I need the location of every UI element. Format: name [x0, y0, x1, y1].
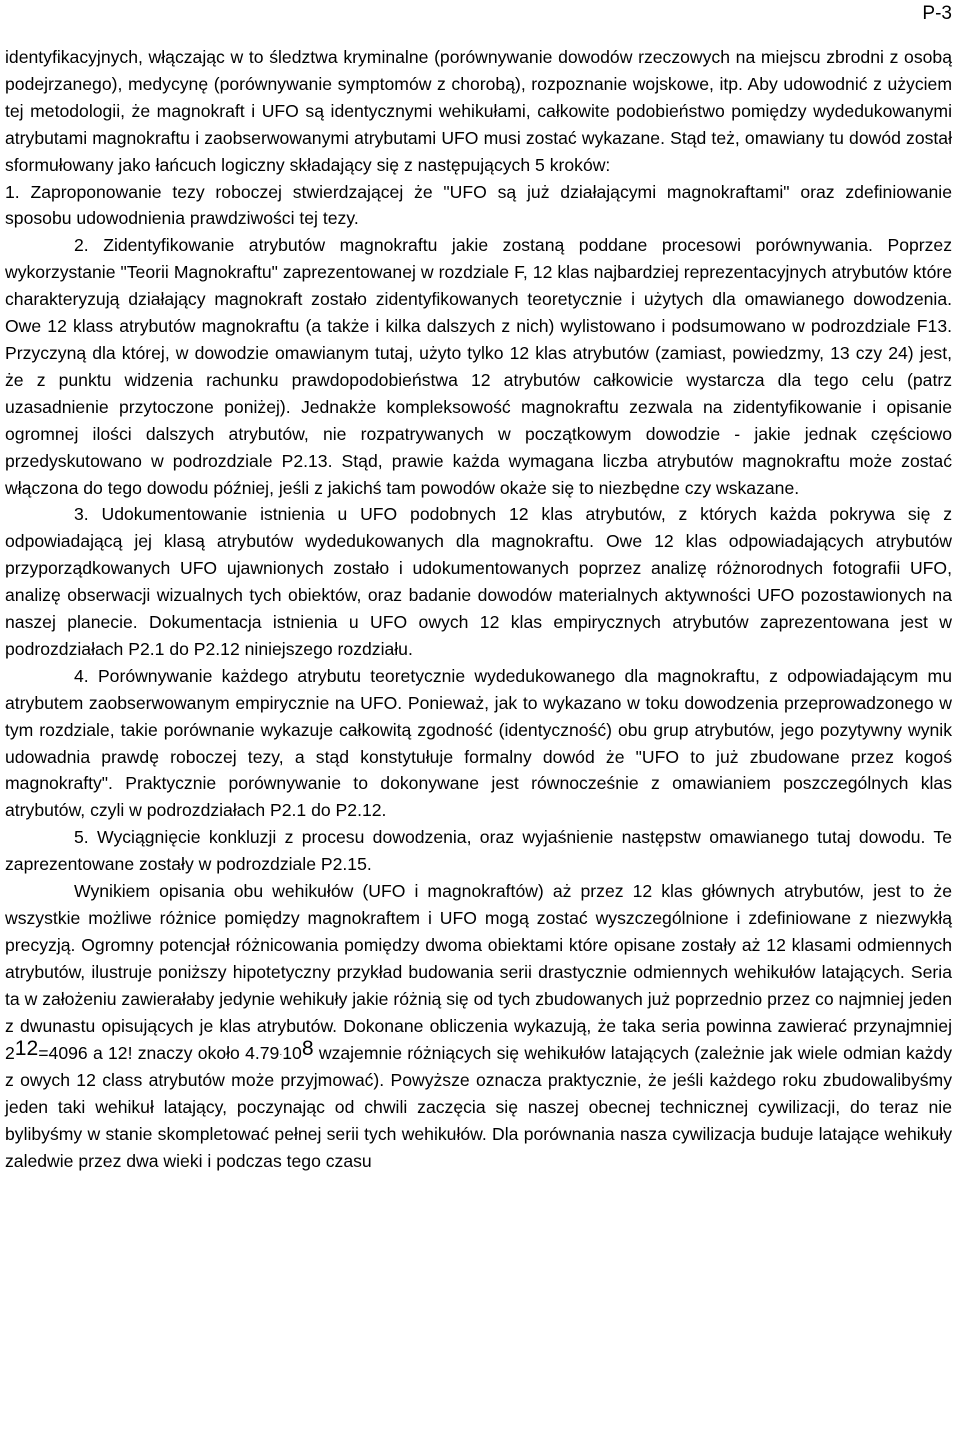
closing-text-1: Wynikiem opisania obu wehikułów (UFO i magnokraftów) aż przez 12 klas głównych atrybutów, jest to że wszystkie możliwe różnice pomiędzy magnokraftem i UFO mogą zostać wyszczególnione i zdefiniowane z niezwykłą precyzją. Ogromny potencjał różnicowania pomiędzy dwoma obiektami które opisane zostały aż 12 klasami odmiennych atrybutów, ilustruje poniższy hipotetyczny przykład budowania serii drastycznie odmiennych wehikułów latających. Seria ta w założeniu zawierałaby jedynie wehikuły jakie różnią się od tych zbudowanych już poprzednio przez co najmniej jeden z dwunastu opisujących je klas atrybutów. Dokonane obliczenia wykazują, że taka seria powinna zawierać przynajmniej 2 [5, 881, 952, 1063]
paragraph-closing [5, 878, 952, 1175]
exponent-12: 12 [14, 1037, 39, 1061]
paragraph-step-1: 1. Zaproponowanie tezy roboczej stwierdzającej że "UFO są już działającymi magnokraftami" oraz zdefiniowanie sposobu udowodnienia prawdziwości tej tezy. [5, 181, 952, 229]
closing-text-2: =4096 a 12! znaczy około 4.79 [38, 1042, 280, 1063]
paragraph-step-5: 5. Wyciągnięcie konkluzji z procesu dowodzenia, oraz wyjaśnienie następstw omawianego tutaj dowodu. Te zaprezentowane zostały w podrozdziale P2.15. [5, 827, 952, 875]
exponent-8: 8 [301, 1037, 314, 1061]
document-body [5, 44, 952, 1175]
page-number: P-3 [922, 3, 952, 24]
closing-text-4: wzajemnie różniących się wehikułów latających (zależnie jak wiele odmian każdy z owych 12 class atrybutów może przyjmować). Powyższe oznacza praktycznie, że jeśli każdego roku zbudowalibyśmy jeden taki wehikuł latający, poczynając od chwili zaczęcia się naszej obecnej technicznej cywilizacji, do teraz nie bylibyśmy w stanie skompletować pełnej serii tych wehikułów. Dla porównania nasza cywilizacja buduje latające wehikuły zaledwie przez dwa wieki i podczas tego czasu [5, 1042, 952, 1172]
paragraph-step-2: 2. Zidentyfikowanie atrybutów magnokraftu jakie zostaną poddane procesowi porównywania. Poprzez wykorzystanie "Teorii Magnokraftu" zaprezentowanej w rozdziale F, 12 klas najbardziej reprezentacyjnych atrybutów które charakteryzują działający magnokraft zostało zidentyfikowanych teoretycznie i użytych dla omawianego dowodzenia. Owe 12 klass atrybutów magnokraftu (a także i kilka dalszych z nich) wylistowano i podsumowano w podrozdziale F13. Przyczyną dla której, w dowodzie omawianym tutaj, użyto tylko 12 klas atrybutów (zamiast, powiedzmy, 13 czy 24) jest, że z punktu widzenia rachunku prawdopodobieństwa 12 atrybutów całkowicie wystarcza dla tego celu (patrz uzasadnienie przytoczone poniżej). Jednakże kompleksowość magnokraftu zezwala na zidentyfikowanie i opisanie ogromnej ilości dalszych atrybutów, nie rozpatrywanych w początkowym dowodzie - jakie jednak częściowo przedyskutowano w podrozdziale P2.13. Stąd, prawie każda wymagana liczba atrybutów magnokraftu może zostać włączona do tego dowodu później, jeśli z jakichś tam powodów okaże się to niezbędne czy wskazane. [5, 235, 952, 498]
multiplication-dot: · [279, 1048, 283, 1059]
paragraph-intro: identyfikacyjnych, włączając w to śledztwa kryminalne (porównywanie dowodów rzeczowych na miejscu zbrodni z osobą podejrzanego), medycynę (porównywanie symptomów z chorobą), rozpoznanie wojskowe, itp. Aby udowodnić z użyciem tej metodologii, że magnokraft i UFO są identycznymi wehikułami, całkowite podobieństwo pomiędzy wydedukowanymi atrybutami magnokraftu i zaobserwowanymi atrybutami UFO musi zostać wykazane. Stąd też, omawiany tu dowód został sformułowany jako łańcuch logiczny składający się z następujących 5 kroków: [5, 47, 952, 175]
paragraph-step-4: 4. Porównywanie każdego atrybutu teoretycznie wydedukowanego dla magnokraftu, z odpowiadającym mu atrybutem zaobserwowanym empirycznie na UFO. Ponieważ, jak to wykazano w toku dowodzenia przeprowadzonego w tym rozdziale, takie porównanie wykazuje całkowitą zgodność (identyczność) obu grup atrybutów, jego pozytywny wynik udowadnia prawdę roboczej tezy, a stąd konstytułuje formalny dowód że "UFO to już zbudowane przez kogoś magnokrafty". Praktycznie porównywanie to dokonywane jest równocześnie z omawianiem poszczególnych klas atrybutów, czyli w podrozdziałach P2.1 do P2.12. [5, 665, 952, 821]
paragraph-step-3: 3. Udokumentowanie istnienia u UFO podobnych 12 klas atrybutów, z których każda pokrywa się z odpowiadającą jej klasą atrybutów wydedukowanych dla magnokraftu. Owe 12 klas odpowiadających atrybutów przyporządkowanych UFO ujawnionych zostało i udokumentowanych poprzez analizę różnorodnych fotografii UFO, analizę obserwacji wizualnych tych obiektów, oraz badanie dowodów materialnych aktywności UFO pozostawionych na naszej planecie. Dokumentacja istnienia u UFO owych 12 klas empirycznych atrybutów zaprezentowana jest w podrozdziałach P2.1 do P2.12 niniejszego rozdziału. [5, 504, 952, 659]
closing-text-3: 10 [282, 1042, 302, 1063]
